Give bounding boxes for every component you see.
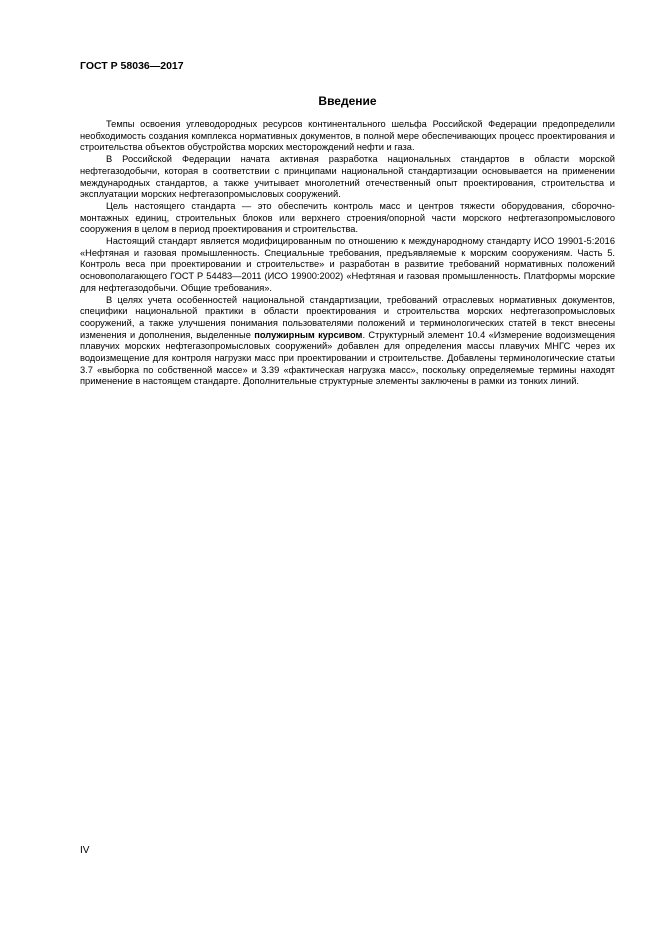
paragraph-1: Темпы освоения углеводородных ресурсов континентального шельфа Российской Федерации предопределили необходимость создания комплекса нормативных документов, в полной мере обеспечивающих процесс проектирования и строительства объектов обустройства морских месторождений нефти и газа. bbox=[80, 119, 615, 153]
paragraph-5-part-1: В целях учета особенностей национальной стандартизации, требований отраслевых нормативных документов, специфики национальной практики в области проектирования и строительства морских нефтегазопромысловых сооружений, а также улучшения понимания пользователями положений и терминологических статей в текст внесены изменения и дополнения, выделенные bbox=[80, 294, 615, 340]
paragraph-5-bold: полужирным курсивом bbox=[254, 329, 363, 340]
paragraph-3: Цель настоящего стандарта — это обеспечить контроль масс и центров тяжести оборудования, сборочно-монтажных единиц, строительных блоков или верхнего строения/опорной части морского нефтегазопромыслового сооружения в целом в период проектирования и строительства. bbox=[80, 200, 615, 235]
body-text bbox=[80, 119, 615, 388]
document-header-id: ГОСТ Р 58036—2017 bbox=[80, 60, 184, 72]
paragraph-2: В Российской Федерации начата активная разработка национальных стандартов в области морской нефтегазодобычи, которая в соответствии с принципами национальной стандартизации основывается на применении международных стандартов, а также учитывает многолетний отечественный опыт проектирования, строительства и эксплуатации морских нефтегазопромысловых сооружений. bbox=[80, 154, 615, 200]
page-number: IV bbox=[80, 845, 90, 856]
paragraph-5 bbox=[80, 295, 615, 389]
paragraph-5-part-2: . Структурный элемент 10.4 «Измерение водоизмещения плавучих морских нефтегазопромысловых сооружений» добавлен для определения массы плавучих МНГС через их водоизмещение для контроля нагрузки масс при проектировании и строительстве. Добавлены терминологические статьи 3.7 «выборка по собственной массе» и 3.39 «фактическая нагрузка масс», поскольку определяемые термины находят применение в настоящем стандарте. Дополнительные структурные элементы заключены в рамки из тонких линий. bbox=[80, 329, 615, 387]
section-title: Введение bbox=[318, 94, 377, 108]
paragraph-4: Настоящий стандарт является модифицированным по отношению к международному стандарту ИСО 19901-5:2016 «Нефтяная и газовая промышленность. Специальные требования, предъявляемые к морским сооружениям. Часть 5. Контроль веса при проектировании и строительстве» и разработан в развитие требований нормативных положений основополагающего ГОСТ Р 54483—2011 (ИСО 19900:2002) «Нефтяная и газовая промышленность. Платформы морские для нефтегазодобычи. Общие требования». bbox=[80, 236, 615, 293]
